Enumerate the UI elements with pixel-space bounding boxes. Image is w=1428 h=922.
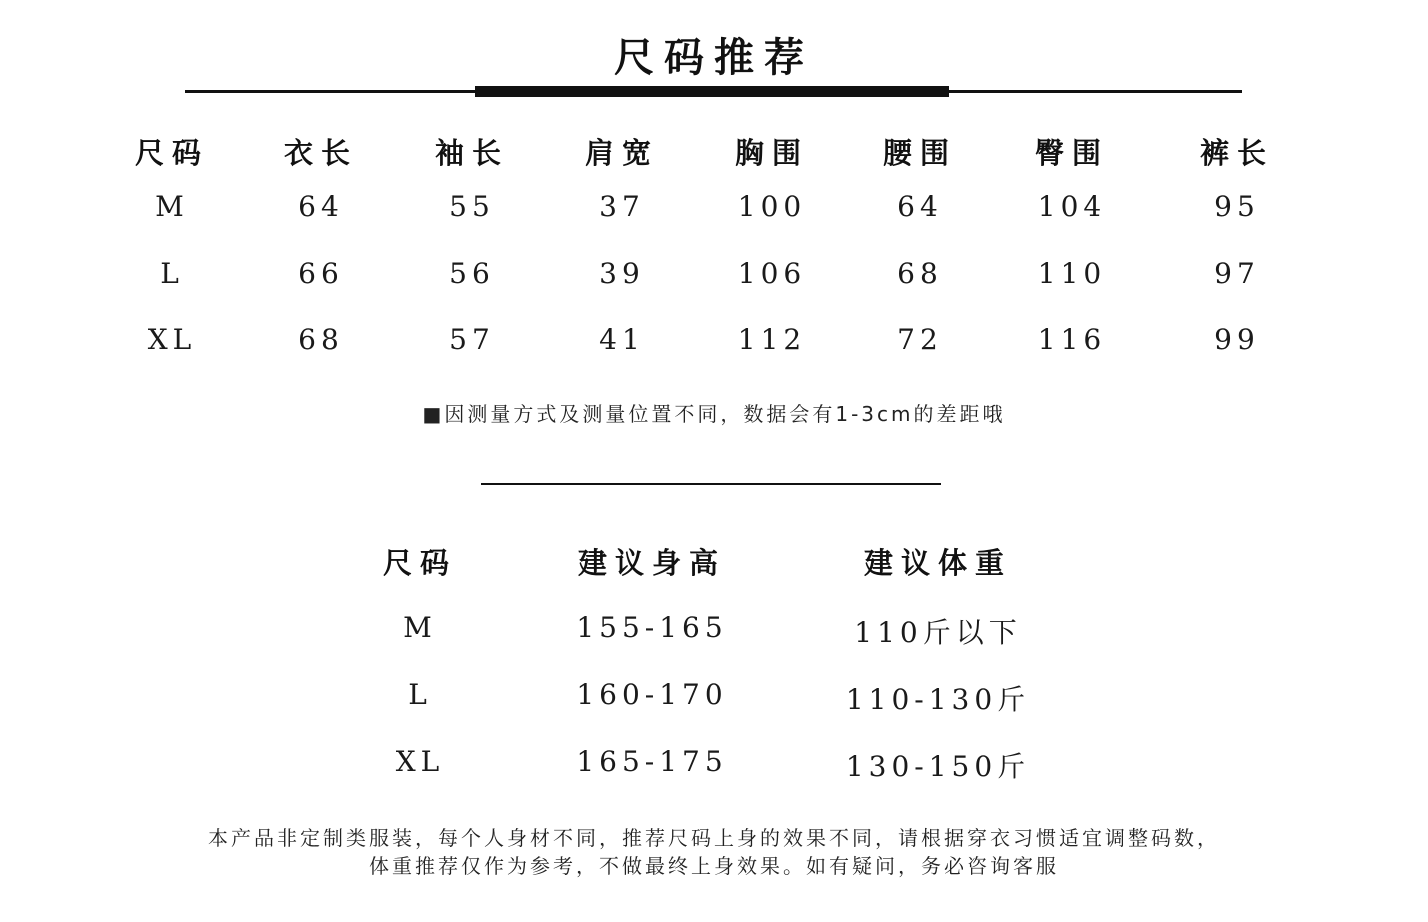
size-data-cell: 68 [298,323,344,356]
measurement-note: ■因测量方式及测量位置不同，数据会有1-3cm的差距哦 [422,402,1006,426]
rec-header-cell: 尺码 [382,546,458,580]
size-data-cell: 66 [298,257,344,290]
rec-header-cell: 建议身高 [577,546,727,580]
size-data-cell: 99 [1214,323,1260,356]
size-header-cell: 裤长 [1199,136,1275,170]
size-data-cell: 68 [897,257,943,290]
size-data-cell: 116 [1037,323,1107,356]
size-data-cell: 55 [449,190,495,223]
size-data-cell: 104 [1037,190,1107,223]
size-row-size-label: L [160,257,184,290]
size-header-cell: 袖长 [434,136,510,170]
rec-row-size-label: L [408,678,432,711]
title-underline-accent [475,86,949,97]
size-data-cell: 56 [449,257,495,290]
size-data-cell: 37 [599,190,645,223]
rec-row-size-label: M [403,611,437,644]
section-divider [481,483,941,485]
rec-data-cell: 160-170 [576,678,728,711]
size-data-cell: 39 [599,257,645,290]
size-data-cell: 100 [737,190,807,223]
rec-header-cell: 建议体重 [863,546,1013,580]
rec-row-size-label: XL [395,745,445,778]
size-row-size-label: XL [147,323,197,356]
size-data-cell: 97 [1214,257,1260,290]
size-row-size-label: M [155,190,189,223]
rec-data-cell: 130-150斤 [845,750,1031,783]
page-title: 尺码推荐 [614,35,814,81]
size-data-cell: 106 [737,257,807,290]
rec-data-cell: 110斤以下 [854,616,1022,649]
size-header-cell: 胸围 [734,136,810,170]
size-header-cell: 衣长 [283,136,359,170]
size-data-cell: 112 [737,323,807,356]
size-header-cell: 肩宽 [584,136,660,170]
rec-data-cell: 155-165 [576,611,728,644]
rec-data-cell: 110-130斤 [845,683,1031,716]
size-data-cell: 95 [1214,190,1260,223]
size-data-cell: 41 [599,323,645,356]
size-data-cell: 57 [449,323,495,356]
size-data-cell: 72 [897,323,943,356]
size-data-cell: 64 [897,190,943,223]
size-data-cell: 64 [298,190,344,223]
size-header-cell: 臀围 [1034,136,1110,170]
size-header-cell: 尺码 [134,136,210,170]
footer-line-2: 体重推荐仅作为参考，不做最终上身效果。如有疑问，务必咨询客服 [369,854,1059,878]
size-header-cell: 腰围 [882,136,958,170]
rec-data-cell: 165-175 [576,745,728,778]
size-data-cell: 110 [1037,257,1107,290]
footer-line-1: 本产品非定制类服装，每个人身材不同，推荐尺码上身的效果不同，请根据穿衣习惯适宜调整码数， [208,826,1220,850]
